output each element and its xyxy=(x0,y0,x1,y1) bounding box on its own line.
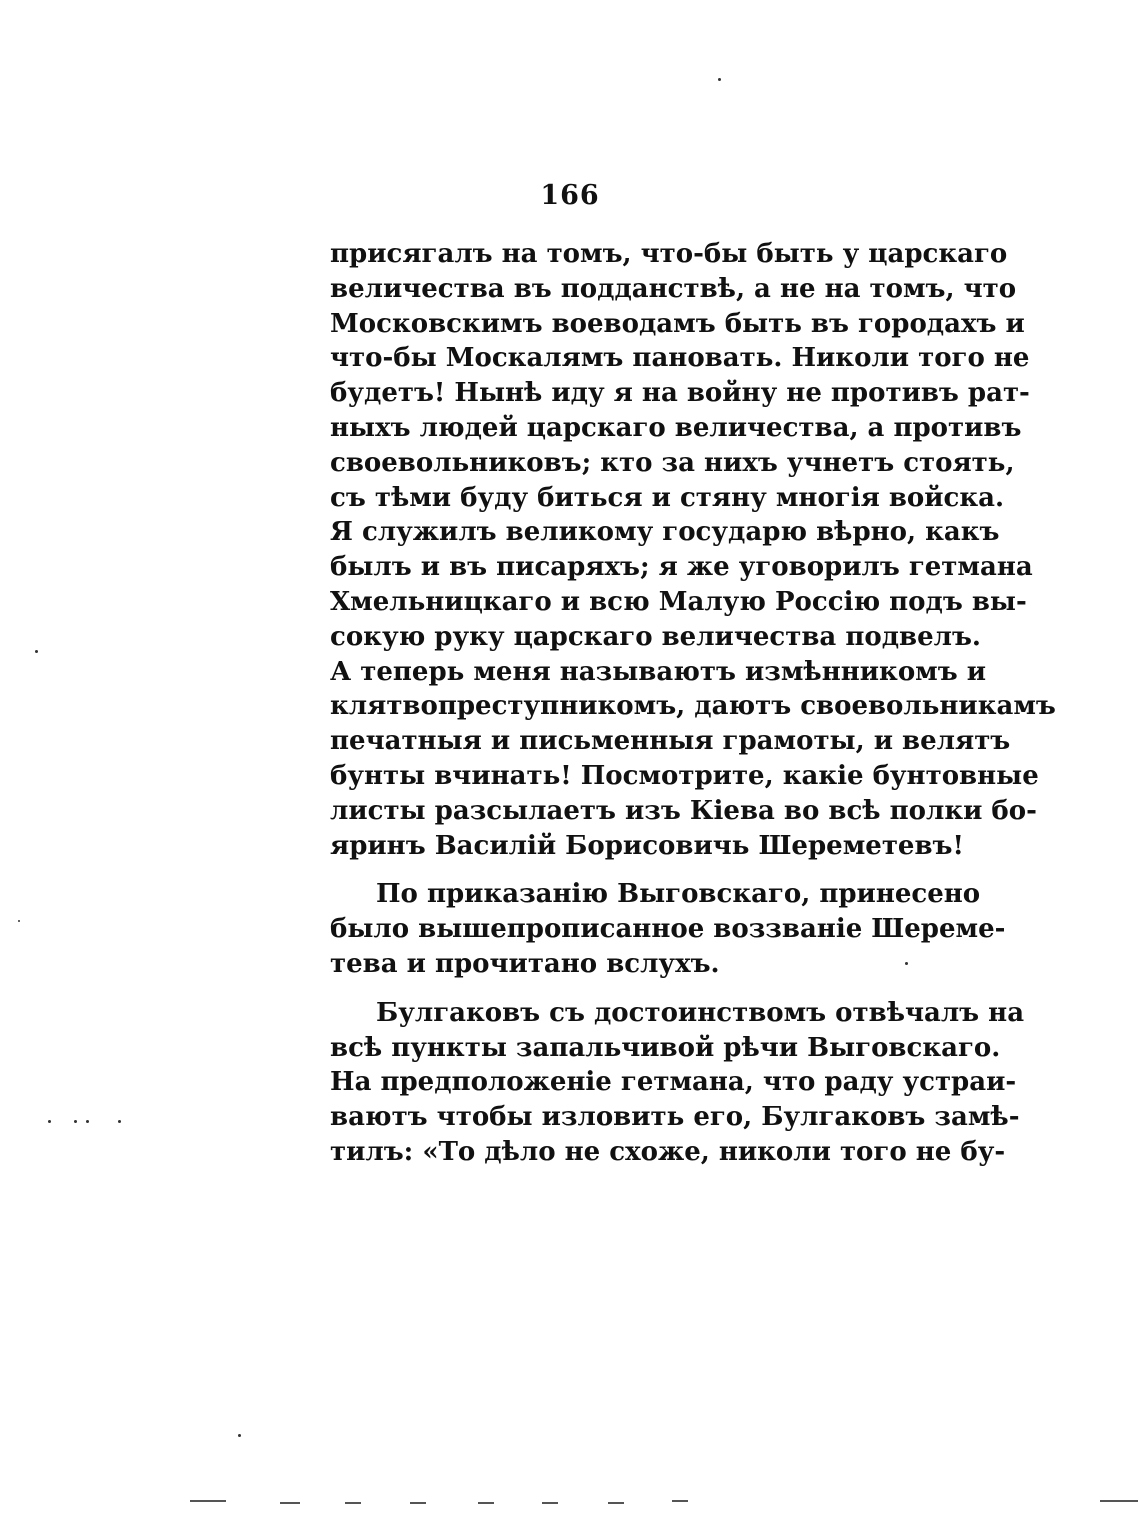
text-line: присягалъ на томъ, что-бы быть у царскаго xyxy=(330,239,1008,269)
scan-dash xyxy=(345,1502,361,1504)
text-line: ваютъ чтобы изловить его, Булгаковъ замѣ- xyxy=(330,1102,1020,1133)
text-line: На предположеніе гетмана, что раду устраи- xyxy=(330,1067,1017,1098)
text-line: величества въ подданствѣ, а не на томъ, что xyxy=(330,273,1017,304)
text-line: По приказанію Выговскаго, принесено xyxy=(376,879,981,910)
scan-speck xyxy=(86,1120,89,1123)
scan-speck xyxy=(18,920,20,922)
scan-dash xyxy=(410,1502,426,1504)
scan-dash xyxy=(190,1500,226,1502)
text-line: бунты вчинать! Посмотрите, какіе бунтовные xyxy=(330,760,1039,791)
text-line: всѣ пункты запальчивой рѣчи Выговскаго. xyxy=(330,1032,1001,1063)
text-line: яринъ Василій Борисовичь Шереметевъ! xyxy=(330,830,964,861)
text-line: сокую руку царскаго величества подвелъ. xyxy=(330,621,981,652)
text-line: что-бы Москалямъ пановать. Николи того не xyxy=(330,343,1030,374)
text-line: ныхъ людей царскаго величества, а противъ xyxy=(330,412,1022,443)
text-line: листы разсылаетъ изъ Кіева во всѣ полки бо- xyxy=(330,795,1037,826)
scan-speck xyxy=(35,650,38,653)
scan-dash xyxy=(608,1502,624,1504)
text-line: будетъ! Нынѣ иду я на войну не противъ рат- xyxy=(330,378,1030,409)
scan-speck xyxy=(238,1434,241,1437)
page-number: 166 xyxy=(540,180,600,211)
scan-speck xyxy=(74,1120,77,1123)
scan-dash xyxy=(280,1502,300,1504)
text-line: А теперь меня называютъ измѣнникомъ и xyxy=(330,656,987,687)
scan-dash xyxy=(672,1500,688,1502)
text-line: Булгаковъ съ достоинствомъ отвѣчалъ на xyxy=(376,997,1025,1028)
text-line: Хмельницкаго и всю Малую Россію подъ вы- xyxy=(330,586,1027,617)
paragraph-3 xyxy=(330,996,1025,1170)
text-line: тева и прочитано вслухъ. xyxy=(330,948,720,979)
scan-dash xyxy=(542,1502,558,1504)
text-line: съ тѣми буду биться и стяну многія войска. xyxy=(330,482,1005,513)
scan-dash xyxy=(1100,1500,1138,1502)
text-line: печатныя и письменныя грамоты, и велятъ xyxy=(330,726,1011,757)
text-line: своевольниковъ; кто за нихъ учнетъ стоять, xyxy=(330,447,1015,478)
paragraph-1 xyxy=(330,237,1056,863)
paragraph-2 xyxy=(330,877,1006,981)
text-line: тилъ: «То дѣло не схоже, николи того не бу- xyxy=(330,1136,1006,1167)
text-line: клятвопреступникомъ, даютъ своевольникамъ xyxy=(330,691,1056,722)
scan-speck xyxy=(118,1120,121,1123)
paragraph-gap xyxy=(330,863,918,877)
text-line: Я служилъ великому государю вѣрно, какъ xyxy=(330,517,1000,548)
body-text xyxy=(330,237,1056,1170)
scan-dash xyxy=(478,1502,494,1504)
scan-speck xyxy=(905,962,908,965)
paragraph-gap xyxy=(330,982,918,996)
text-line: Московскимъ воеводамъ быть въ городахъ и xyxy=(330,308,1025,339)
scan-speck xyxy=(718,78,721,81)
text-line: было вышепрописанное воззваніе Шереме- xyxy=(330,914,1006,945)
scan-speck xyxy=(48,1120,51,1123)
text-line: былъ и въ писаряхъ; я же уговорилъ гетмана xyxy=(330,552,1033,583)
